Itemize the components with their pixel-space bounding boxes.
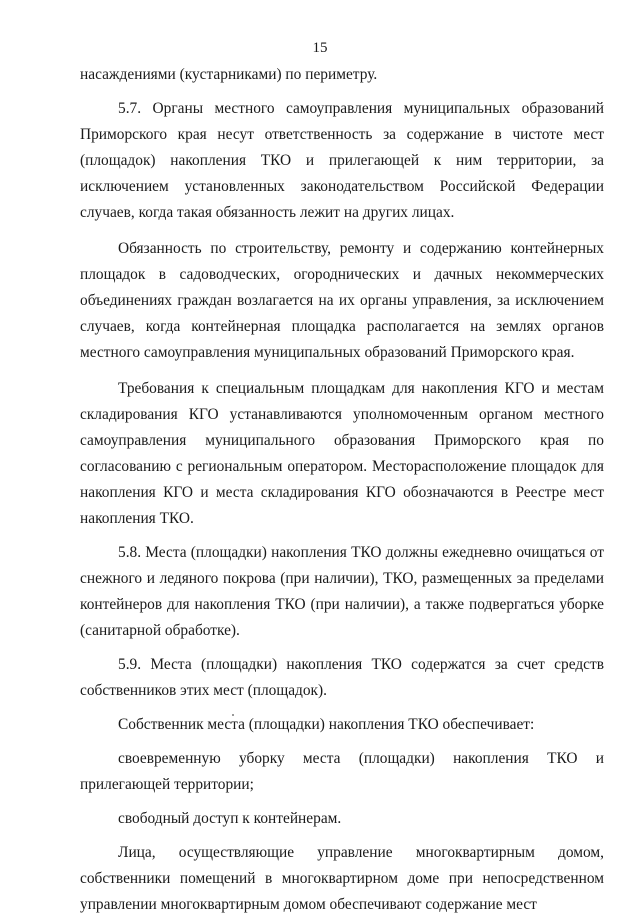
paragraph-5-8: 5.8. Места (площадки) накопления ТКО должны ежедневно очищаться от снежного и ледяного покрова (при наличии), ТКО, размещенных за пределами контейнеров для накопления ТКО (при наличии), а также подвергаться уборке (санитарной обработке).: [80, 544, 604, 639]
paragraph-owner-provides: Собственник места (площадки) накопления ТКО обеспечивает:: [118, 716, 535, 733]
paragraph-free-access: свободный доступ к контейнерам.: [118, 810, 342, 827]
paragraph-apartment-management: Лица, осуществляющие управление многоквартирным домом, собственники помещений в многоквартирном доме при непосредственном управлении многоквартирным домом обеспечивают содержание мест: [80, 844, 604, 913]
paragraph-timely-cleaning: своевременную уборку места (площадки) накопления ТКО и прилегающей территории;: [80, 750, 604, 793]
document-body: [80, 62, 604, 918]
page-number: 15: [312, 40, 328, 56]
paragraph-5-7: 5.7. Органы местного самоуправления муниципальных образований Приморского края несут ответственность за содержание в чистоте мест (площадок) накопления ТКО и прилегающей к ним территории, за исключением установленных законодательством Российской Федерации случаев, когда такая обязанность лежит на других лицах.: [80, 100, 604, 221]
paragraph-container-sites-duty: Обязанность по строительству, ремонту и содержанию контейнерных площадок в садоводческих, огороднических и дачных некоммерческих объединениях граждан возлагается на их органы управления, за исключением случаев, когда контейнерная площадка располагается на землях органов местного самоуправления муниципальных образований Приморского края.: [80, 240, 604, 361]
scan-speck: [232, 714, 234, 716]
paragraph-continuation: насаждениями (кустарниками) по периметру.: [80, 66, 378, 83]
paragraph-kgo-requirements: Требования к специальным площадкам для накопления КГО и местам складирования КГО устанавливаются уполномоченным органом местного самоуправления муниципального образования Приморского края по согласованию с региональным оператором. Месторасположение площадок для накопления КГО и места складирования КГО обозначаются в Реестре мест накопления ТКО.: [80, 380, 604, 527]
paragraph-5-9: 5.9. Места (площадки) накопления ТКО содержатся за счет средств собственников этих мест (площадок).: [80, 656, 604, 699]
